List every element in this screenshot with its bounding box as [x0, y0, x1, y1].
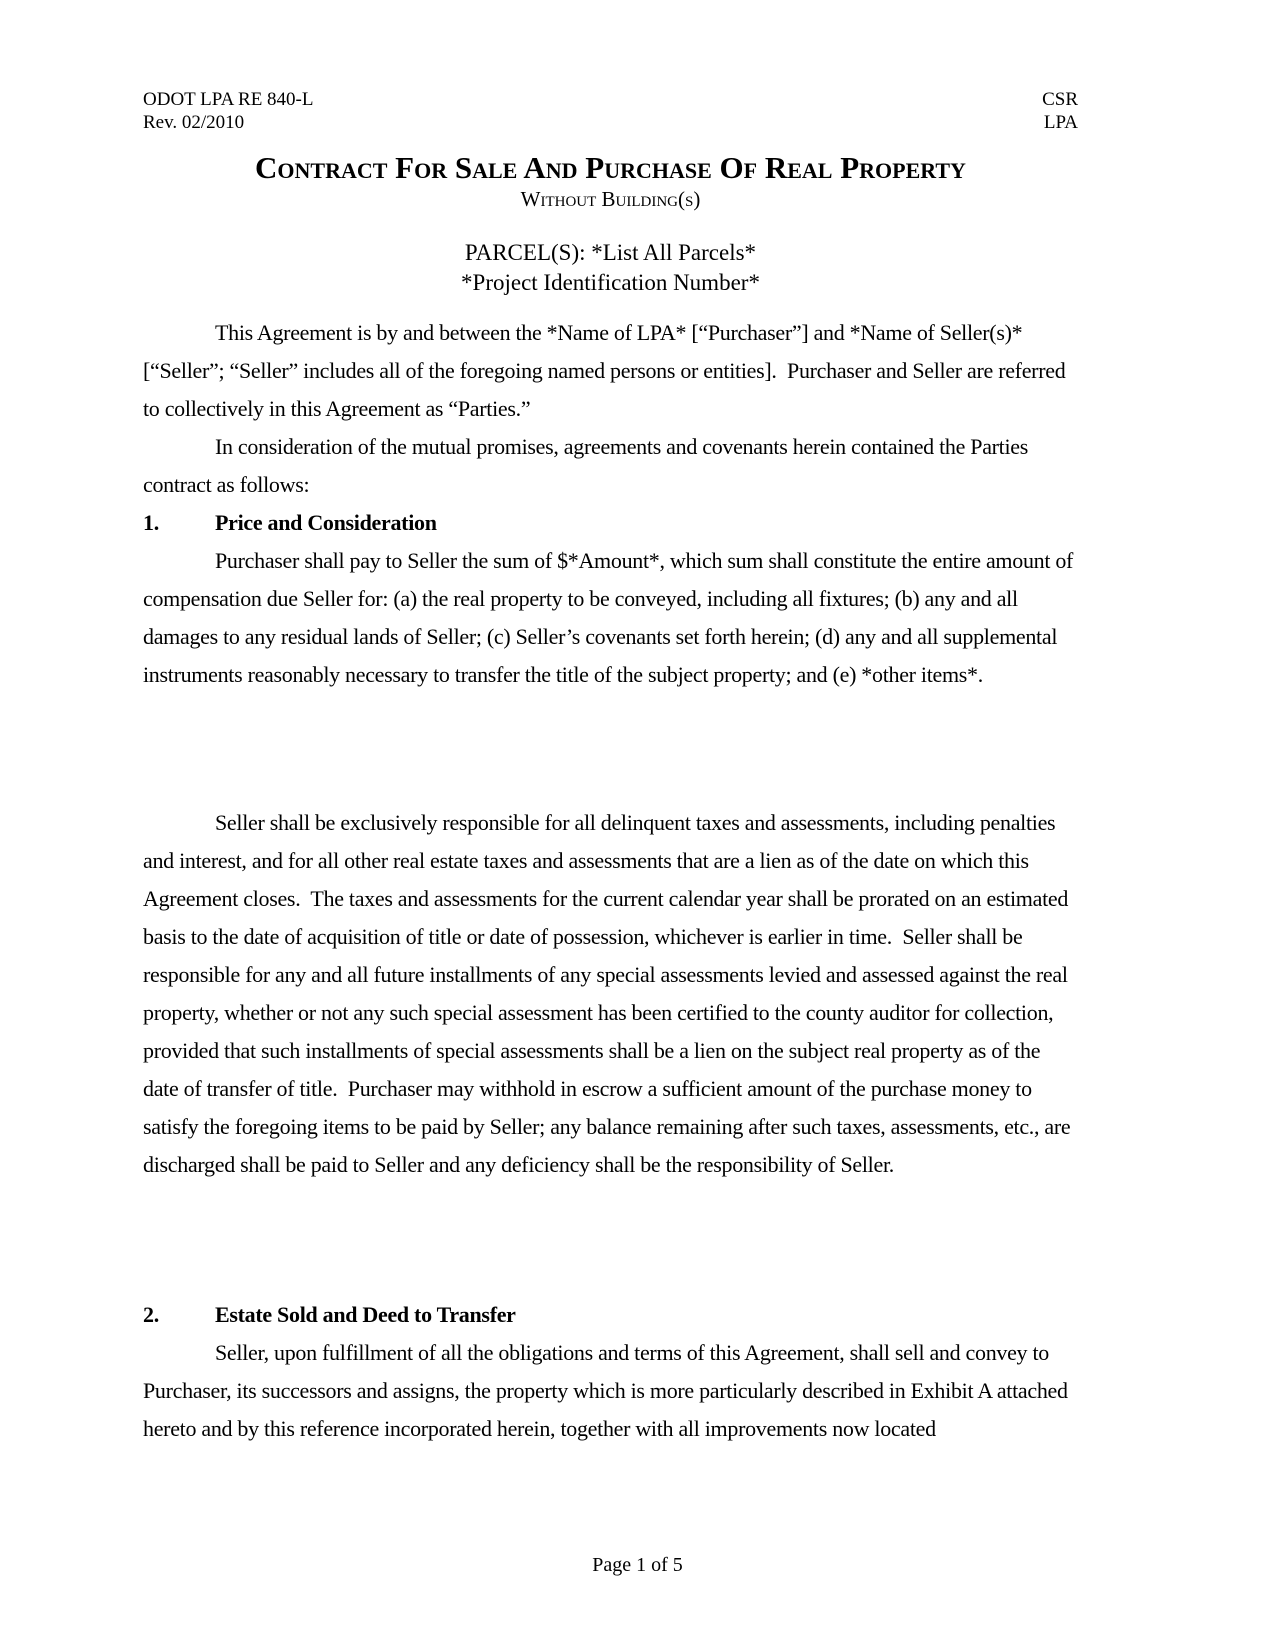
- intro-paragraph-1: This Agreement is by and between the *Name of LPA* [“Purchaser”] and *Name of Seller(s)* [“Seller”; “Seller” includes all of the foregoing named persons or entities]. Purchaser and Seller are referred to collectively in this Agreement as “Parties.”: [143, 320, 1071, 421]
- intro-paragraph-2: In consideration of the mutual promises, agreements and covenants herein contained the Parties contract as follows:: [143, 434, 1034, 497]
- header-left-block: [143, 88, 314, 134]
- header-tag-csr: CSR: [1042, 89, 1078, 110]
- section-2-heading: [143, 1296, 1078, 1334]
- document-header: [143, 88, 1078, 134]
- revision-date: Rev. 02/2010: [143, 112, 245, 133]
- section-2-title: Estate Sold and Deed to Transfer: [215, 1302, 516, 1327]
- section-1-heading: [143, 504, 1078, 542]
- header-tag-lpa: LPA: [1043, 112, 1078, 133]
- parcel-line: PARCEL(S): *List All Parcels*: [464, 240, 757, 265]
- section-1-number: 1.: [143, 510, 159, 535]
- document-title: Contract For Sale And Purchase Of Real Property: [255, 150, 966, 185]
- blank-space: [143, 694, 1078, 804]
- page-number: Page 1 of 5: [592, 1554, 683, 1576]
- document-content: [143, 88, 1078, 1448]
- project-id-line: *Project Identification Number*: [461, 270, 760, 295]
- section-1-paragraph-2: Seller shall be exclusively responsible for all delinquent taxes and assessments, including penalties and interest, and for all other real estate taxes and assessments that are a lien as of the date on which this Agreement closes. The taxes and assessments for the current calendar year shall be prorated on an estimated basis to the date of acquisition of title or date of possession, whichever is earlier in time. Seller shall be responsible for any and all future installments of any special assessments levied and assessed against the real property, whether or not any such special assessment has been certified to the county auditor for collection, provided that such installments of special assessments shall be a lien on the subject real property as of the date of transfer of title. Purchaser may withhold in escrow a sufficient amount of the purchase money to satisfy the foregoing items to be paid by Seller; any balance remaining after such taxes, assessments, etc., are discharged shall be paid to Seller and any deficiency shall be the responsibility of Seller.: [143, 810, 1076, 1177]
- document-subtitle: Without Building(s): [520, 187, 701, 211]
- document-body: [143, 314, 1078, 1448]
- header-right-block: [1042, 88, 1078, 134]
- parcel-block: [143, 238, 1078, 298]
- section-1-title: Price and Consideration: [215, 510, 437, 535]
- section-2-paragraph-1: Seller, upon fulfillment of all the obligations and terms of this Agreement, shall sell and convey to Purchaser, its successors and assigns, the property which is more particularly described in Exhibit A attached hereto and by this reference incorporated herein, together with all improvements now located: [143, 1340, 1073, 1441]
- section-2-number: 2.: [143, 1302, 159, 1327]
- blank-space: [143, 1184, 1078, 1296]
- title-block: [143, 150, 1078, 212]
- form-number: ODOT LPA RE 840-L: [143, 89, 314, 110]
- section-1-paragraph-1: Purchaser shall pay to Seller the sum of $*Amount*, which sum shall constitute the entire amount of compensation due Seller for: (a) the real property to be conveyed, including all fixtures; (b) any and all damages to any residual lands of Seller; (c) Seller’s covenants set forth herein; (d) any and all supplemental instruments reasonably necessary to transfer the title of the subject property; and (e) *other items*.: [143, 548, 1079, 687]
